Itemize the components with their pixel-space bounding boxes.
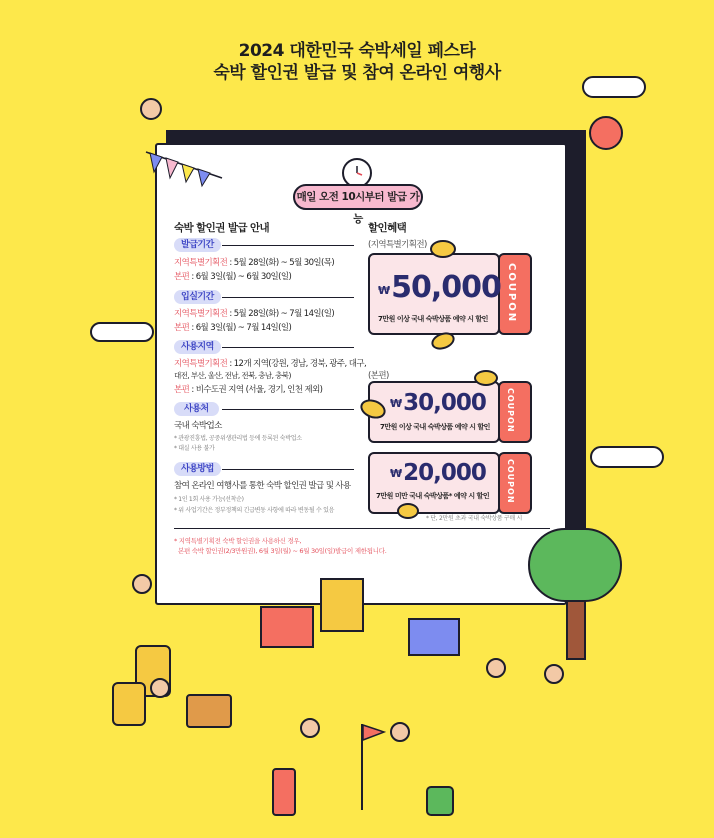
divider — [222, 297, 354, 298]
cloud-illustration — [582, 76, 646, 98]
stay-period-line-1: 지역특별기획전 : 5월 28일(화) ~ 7월 14일(일) — [174, 309, 335, 319]
page-title: 2024 대한민국 숙박세일 페스타 — [238, 41, 476, 61]
coin-stack-illustration — [112, 682, 146, 726]
coupon-desc: 7만원 이상 국내 숙박상품 예약 시 할인 — [380, 423, 490, 431]
issue-time-badge: 매일 오전 10시부터 발급 가능 — [293, 184, 423, 210]
coupon-desc: 7만원 이상 국내 숙박상품 예약 시 할인 — [378, 315, 488, 323]
coupon-amount: ₩20,000 — [390, 460, 486, 486]
region-label: 사용지역 — [174, 340, 221, 354]
issue-period-line-1: 지역특별기획전 : 5월 28일(화) ~ 5월 30일(목) — [174, 258, 335, 268]
stay-period-line-2: 본편 : 6월 3일(월) ~ 7월 14일(일) — [174, 323, 292, 333]
person-illustration — [132, 574, 152, 594]
usage-method-line: 참여 온라인 여행사를 통한 숙박 할인권 발급 및 사용 — [174, 481, 351, 491]
coupon-desc: 7만원 미만 국내 숙박상품* 예약 시 할인 — [376, 492, 490, 500]
region-line-2: 대전, 부산, 울산, 전남, 전북, 충남, 충북) — [174, 371, 291, 380]
person-illustration — [486, 658, 506, 678]
region-line-3: 본편 : 비수도권 지역 (서울, 경기, 인천 제외) — [174, 385, 323, 395]
divider — [222, 245, 354, 246]
benefit-heading: 할인혜택 — [368, 222, 407, 234]
divider — [222, 409, 354, 410]
usage-method-note-1: * 1인 1회 사용 가능(선착순) — [174, 496, 244, 503]
cloud-illustration — [90, 322, 154, 342]
sun-icon — [589, 116, 623, 150]
backpack-icon — [426, 786, 454, 816]
coupon-label: COUPON — [506, 387, 515, 433]
coupon-label: COUPON — [506, 262, 517, 324]
notice-line-2: 본편 숙박 할인권(2/3만원권), 6월 3일(월) ~ 6월 30일(일)발급이 제한됩니다. — [178, 547, 387, 555]
coupon-label: COUPON — [506, 458, 515, 504]
person-illustration — [300, 718, 320, 738]
usage-place-note-1: * 관광진흥법, 공중위생관리법 등에 등록된 숙박업소 — [174, 435, 302, 442]
guide-heading: 숙박 할인권 발급 안내 — [174, 222, 270, 234]
tree-illustration — [528, 528, 622, 602]
usage-method-label: 사용방법 — [174, 462, 221, 476]
usage-method-note-2: * 위 사업기간은 정부정책의 긴급변동 사항에 따라 변동될 수 있음 — [174, 507, 335, 514]
coupon-footnote: * 단, 2만원 초과 국내 숙박상품 구매 시 — [426, 515, 523, 522]
divider — [222, 469, 354, 470]
group-main-label: (본편) — [368, 371, 389, 381]
issue-period-label: 발급기간 — [174, 238, 221, 252]
cloud-illustration — [590, 446, 664, 468]
page-subtitle: 숙박 할인권 발급 및 참여 온라인 여행사 — [213, 63, 501, 83]
issue-period-line-2: 본편 : 6월 3일(월) ~ 6월 30일(일) — [174, 272, 292, 282]
sunset-picture — [408, 618, 460, 656]
person-illustration — [544, 664, 564, 684]
luggage-icon — [272, 768, 296, 816]
person-illustration — [390, 722, 410, 742]
person-illustration — [150, 678, 170, 698]
coupon-amount: ₩30,000 — [390, 390, 486, 416]
bunting-illustration — [144, 148, 224, 188]
suitcase-icon — [186, 694, 232, 728]
usage-place-line: 국내 숙박업소 — [174, 421, 222, 431]
flag-icon — [356, 722, 386, 812]
lotus-picture — [260, 606, 314, 648]
coin-icon — [430, 240, 456, 258]
cathedral-picture — [320, 578, 364, 632]
stay-period-label: 입실기간 — [174, 290, 221, 304]
usage-place-label: 사용처 — [174, 402, 219, 416]
coin-icon — [397, 503, 419, 519]
group-regional-label: (지역특별기획전) — [368, 240, 427, 250]
usage-place-note-2: * 대실 사용 불가 — [174, 445, 215, 452]
person-illustration — [140, 98, 162, 120]
coin-icon — [474, 370, 498, 386]
coupon-stub — [498, 452, 532, 514]
divider — [222, 347, 354, 348]
divider — [174, 528, 550, 529]
region-line-1: 지역특별기획전 : 12개 지역(강원, 경남, 경북, 광주, 대구, — [174, 359, 367, 369]
coupon-amount: ₩50,000 — [378, 270, 501, 305]
notice-line-1: * 지역특별기획전 숙박 할인권을 사용하신 경우, — [174, 537, 302, 545]
coupon-stub — [498, 381, 532, 443]
